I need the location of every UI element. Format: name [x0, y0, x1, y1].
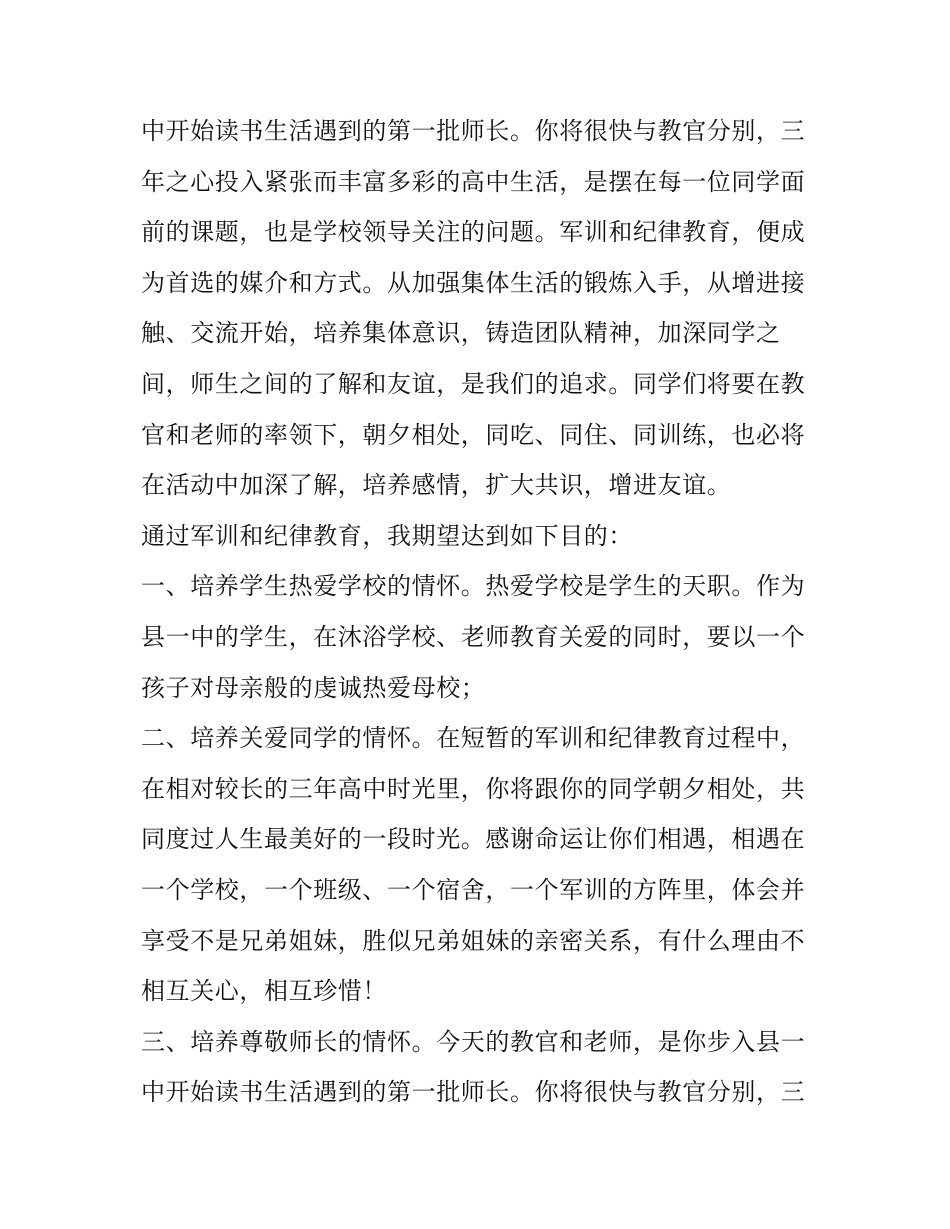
text-line: 一、培养学生热爱学校的情怀。热爱学校是学生的天职。作为	[141, 572, 806, 601]
text-line: 一个学校，一个班级、一个宿舍，一个军训的方阵里，体会并	[141, 875, 806, 904]
text-line: 为首选的媒介和方式。从加强集体生活的锻炼入手，从增进接	[141, 268, 806, 297]
text-line: 享受不是兄弟姐妹，胜似兄弟姐妹的亲密关系，有什么理由不	[141, 926, 806, 955]
text-line: 在活动中加深了解，培养感情，扩大共识，增进友谊。	[141, 471, 732, 500]
text-line: 相互关心，相互珍惜！	[141, 977, 387, 1006]
text-line: 中开始读书生活遇到的第一批师长。你将很快与教官分别，三	[141, 117, 806, 145]
text-line: 中开始读书生活遇到的第一批师长。你将很快与教官分别，三	[141, 1078, 806, 1107]
text-line: 县一中的学生，在沐浴学校、老师教育关爱的同时，要以一个	[141, 622, 806, 651]
text-line: 官和老师的率领下，朝夕相处，同吃、同住、同训练，也必将	[141, 420, 806, 449]
text-line: 同度过人生最美好的一段时光。感谢命运让你们相遇，相遇在	[141, 825, 806, 854]
text-line: 在相对较长的三年高中时光里，你将跟你的同学朝夕相处，共	[141, 774, 806, 803]
text-line: 孩子对母亲般的虔诚热爱母校；	[141, 673, 486, 702]
document-body	[141, 106, 821, 1118]
text-line: 通过军训和纪律教育，我期望达到如下目的：	[141, 521, 633, 550]
text-line: 三、培养尊敬师长的情怀。今天的教官和老师，是你步入县一	[141, 1027, 806, 1056]
text-line: 年之心投入紧张而丰富多彩的高中生活，是摆在每一位同学面	[141, 167, 806, 196]
text-line: 触、交流开始，培养集体意识，铸造团队精神，加深同学之	[141, 319, 781, 348]
text-line: 二、培养关爱同学的情怀。在短暂的军训和纪律教育过程中，	[141, 724, 806, 753]
text-line: 间，师生之间的了解和友谊，是我们的追求。同学们将要在教	[141, 369, 806, 398]
text-line: 前的课题，也是学校领导关注的问题。军训和纪律教育，便成	[141, 218, 806, 247]
